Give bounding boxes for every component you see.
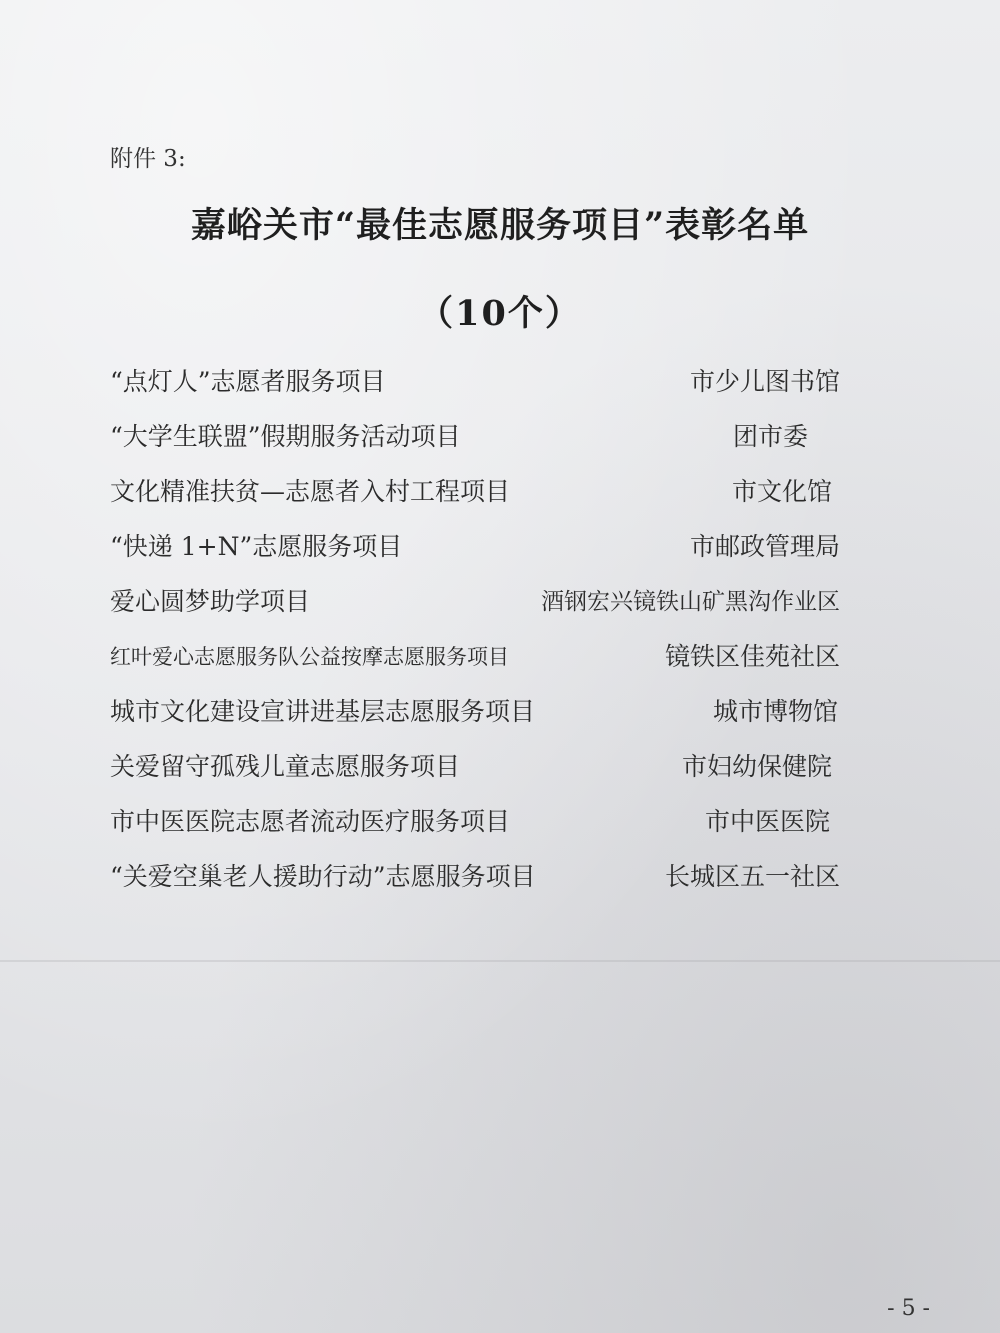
organization-name: 城市博物馆	[712, 697, 838, 726]
organization-name: 市少儿图书馆	[689, 367, 840, 396]
award-list	[110, 362, 840, 912]
list-item	[110, 857, 840, 912]
project-name: 市中医医院志愿者流动医疗服务项目	[110, 807, 511, 836]
project-name: “关爱空巢老人援助行动”志愿服务项目	[110, 862, 536, 891]
organization-name: 市文化馆	[731, 477, 832, 506]
list-item	[110, 802, 840, 857]
list-item	[110, 362, 840, 417]
list-item	[110, 417, 840, 472]
page-number: - 5 -	[887, 1296, 930, 1321]
list-item	[110, 582, 840, 637]
organization-name: 市邮政管理局	[689, 532, 840, 561]
document-title: 嘉峪关市“最佳志愿服务项目”表彰名单	[190, 205, 810, 246]
organization-name: 市中医医院	[704, 807, 830, 836]
list-item	[110, 527, 840, 582]
project-name: 城市文化建设宣讲进基层志愿服务项目	[110, 697, 536, 726]
organization-name: 长城区五一社区	[664, 862, 840, 891]
list-item	[110, 692, 840, 747]
organization-name: 酒钢宏兴镜铁山矿黑沟作业区	[541, 589, 840, 615]
organization-name: 镜铁区佳苑社区	[664, 642, 840, 671]
paper-fold-shadow	[0, 960, 1000, 962]
organization-name: 团市委	[732, 422, 808, 451]
project-name: 文化精准扶贫—志愿者入村工程项目	[110, 477, 511, 506]
project-name: “快递 1+N”志愿服务项目	[110, 532, 403, 561]
list-item	[110, 637, 840, 692]
list-item	[110, 472, 840, 527]
attachment-label: 附件 3:	[110, 146, 186, 172]
project-name: 红叶爱心志愿服务队公益按摩志愿服务项目	[110, 645, 509, 669]
list-item	[110, 747, 840, 802]
project-name: “大学生联盟”假期服务活动项目	[110, 422, 461, 451]
award-count: （10个）	[418, 293, 582, 334]
project-name: “点灯人”志愿者服务项目	[110, 367, 386, 396]
project-name: 关爱留守孤残儿童志愿服务项目	[110, 752, 461, 781]
project-name: 爱心圆梦助学项目	[110, 587, 311, 616]
organization-name: 市妇幼保健院	[681, 752, 832, 781]
